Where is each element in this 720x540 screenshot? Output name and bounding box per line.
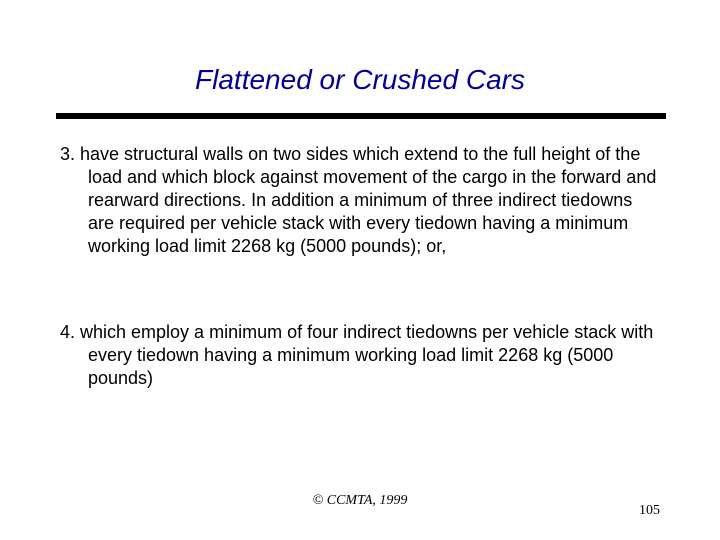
list-item-text: 4. which employ a minimum of four indirect tiedowns per vehicle stack with every tiedown having a minimum working load limit 2268 kg (5000 pounds): [60, 322, 654, 388]
list-item-text: 3. have structural walls on two sides which extend to the full height of the load and which block against movement of the cargo in the forward and rearward directions. In addition a minimum of three indirect tiedowns are required per vehicle stack with every tiedown having a minimum working load limit 2268 kg (5000 pounds); or,: [60, 144, 657, 256]
list-item: [60, 143, 660, 258]
title-divider: [56, 113, 666, 119]
list-item: [60, 321, 660, 390]
page-number: 105: [639, 503, 660, 518]
copyright-footer: © CCMTA, 1999: [312, 493, 408, 508]
slide-title: Flattened or Crushed Cars: [195, 64, 525, 95]
